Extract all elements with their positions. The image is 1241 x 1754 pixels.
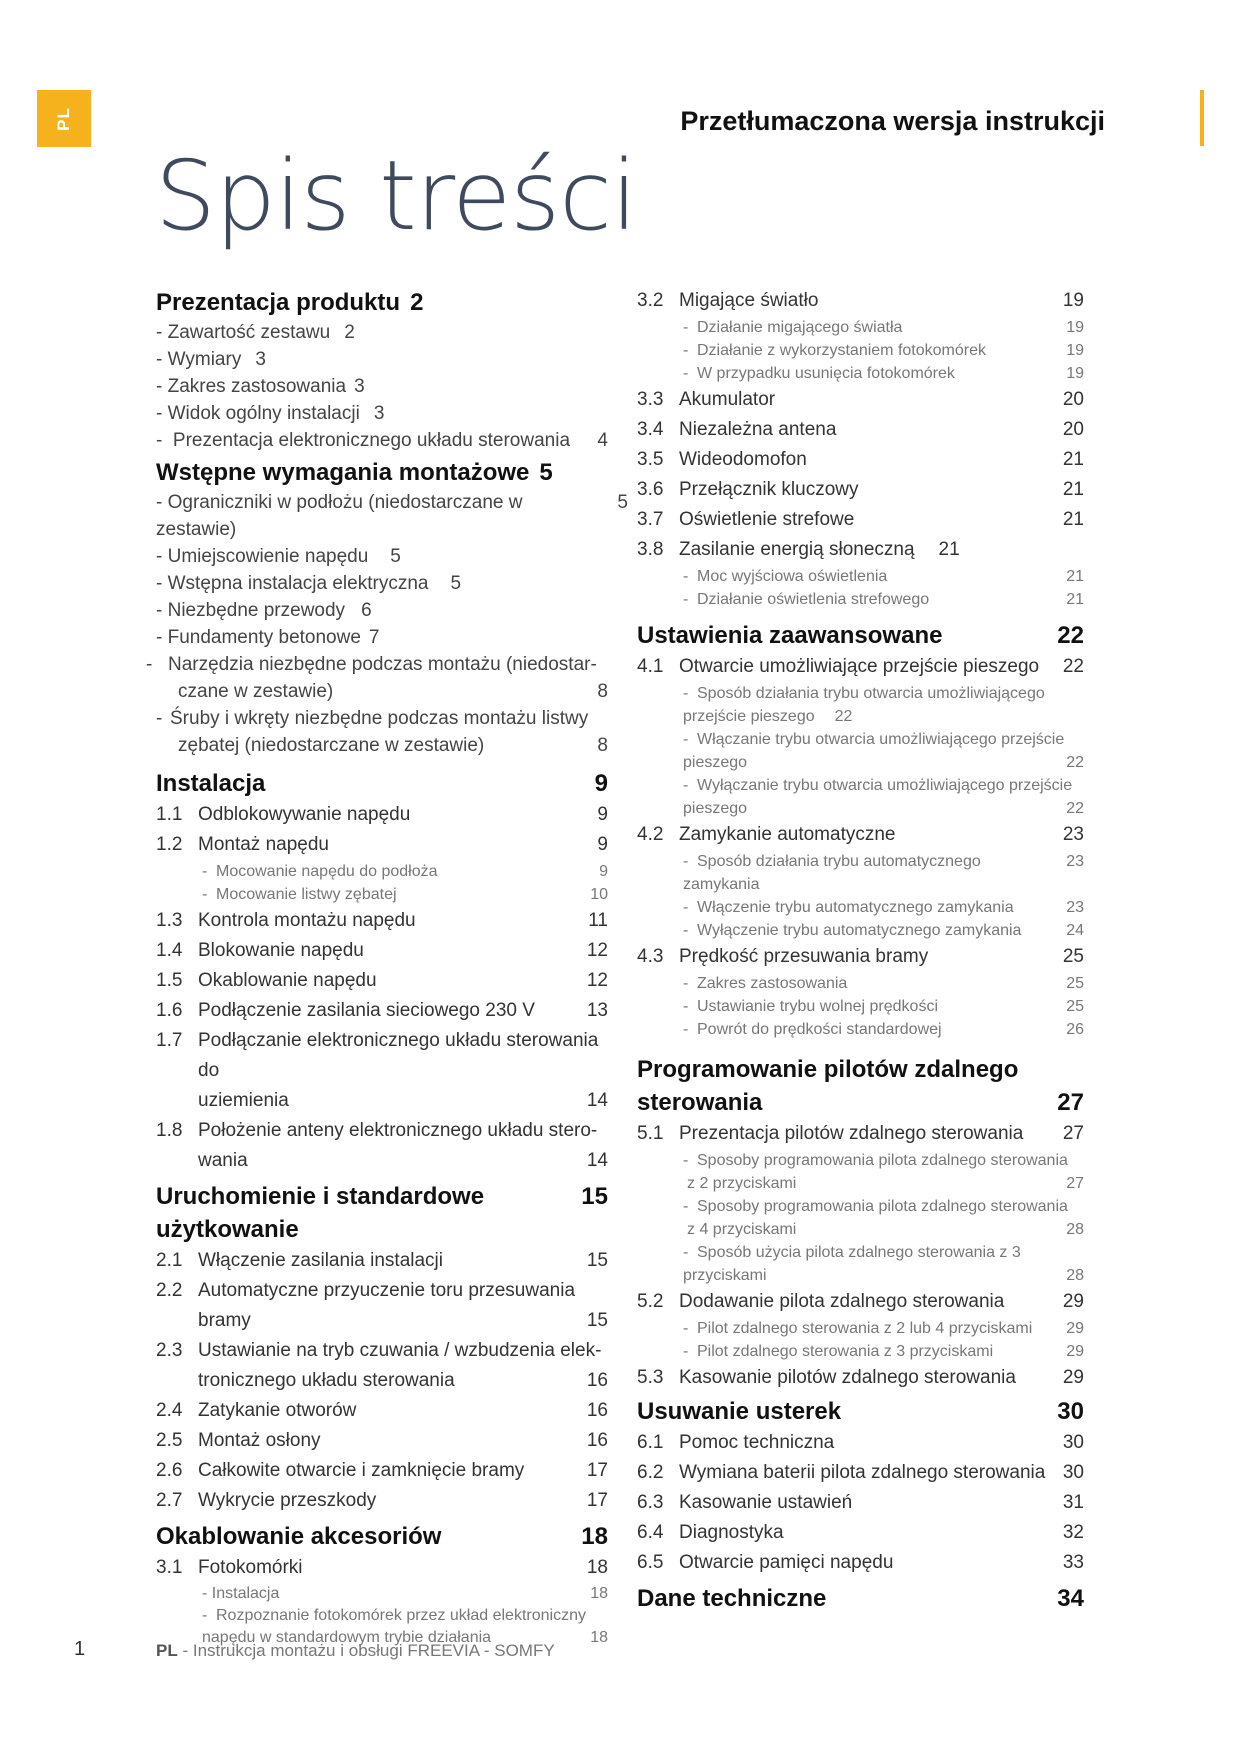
toc-entry[interactable]: 1.2 Montaż napędu 9 [156, 834, 608, 855]
toc-entry[interactable]: 2.5 Montaż osłony 16 [156, 1430, 608, 1451]
toc-subentry[interactable]: - Wyłączenie trybu automatycznego zamykania 24 [683, 922, 1084, 939]
toc-entry[interactable]: 3.2 Migające światło 19 [637, 290, 1084, 311]
toc-entry[interactable]: 6.3 Kasowanie ustawień 31 [637, 1492, 1084, 1513]
toc-entry[interactable]: 2.7 Wykrycie przeszkody 17 [156, 1490, 608, 1511]
toc-item[interactable]: - Śruby i wkręty niezbędne podczas montażu listwy [156, 708, 589, 729]
toc-subentry[interactable]: - Sposoby programowania pilota zdalnego sterowania [683, 1152, 1068, 1169]
toc-item[interactable]: - Niezbędne przewody 6 [156, 600, 372, 621]
toc-subentry[interactable]: - Pilot zdalnego sterowania z 3 przyciskami 29 [683, 1343, 1084, 1360]
toc-subentry[interactable]: - Moc wyjściowa oświetlenia 21 [683, 568, 1084, 585]
toc-entry[interactable]: 5.2 Dodawanie pilota zdalnego sterowania 29 [637, 1291, 1084, 1312]
toc-entry[interactable]: 3.8 Zasilanie energią słoneczną 21 [637, 539, 960, 560]
footer-text: PL - Instrukcja montażu i obsługi FREEVIA - SOMFY [156, 1641, 555, 1660]
toc-entry[interactable]: 3.5 Wideodomofon 21 [637, 449, 1084, 470]
toc-item-continuation[interactable]: zębatej (niedostarczane w zestawie) 8 [178, 735, 608, 756]
page-number: 1 [74, 1638, 86, 1660]
toc-entry-continuation[interactable]: wania 14 [198, 1150, 608, 1171]
toc-entry[interactable]: 4.1 Otwarcie umożliwiające przejście pieszego 22 [637, 656, 1084, 677]
toc-item[interactable]: - Ograniczniki w podłożu (niedostarczane w zestawie) 5 [156, 492, 628, 540]
toc-entry-continuation[interactable]: uziemienia 14 [198, 1090, 608, 1111]
toc-item-continuation[interactable]: czane w zestawie) 8 [178, 681, 608, 702]
toc-item[interactable]: - Wstępna instalacja elektryczna 5 [156, 573, 462, 594]
toc-entry[interactable]: 6.4 Diagnostyka 32 [637, 1522, 1084, 1543]
toc-entry[interactable]: 2.4 Zatykanie otworów 16 [156, 1400, 608, 1421]
toc-subentry[interactable]: - Włączenie trybu automatycznego zamykania 23 [683, 899, 1084, 916]
toc-subentry-continuation[interactable]: napędu w standardowym trybie działania 18 [202, 1629, 608, 1646]
toc-section-title[interactable]: Usuwanie usterek 30 [637, 1398, 1084, 1425]
toc-entry[interactable]: 1.5 Okablowanie napędu 12 [156, 970, 608, 991]
toc-subentry[interactable]: - Sposób użycia pilota zdalnego sterowania z 3 [683, 1244, 1021, 1261]
toc-entry[interactable]: 3.4 Niezależna antena 20 [637, 419, 1084, 440]
toc-entry[interactable]: 6.5 Otwarcie pamięci napędu 33 [637, 1552, 1084, 1573]
toc-item[interactable]: - Wymiary 3 [156, 349, 266, 370]
toc-entry[interactable]: 1.3 Kontrola montażu napędu 11 [156, 910, 608, 931]
toc-section-title[interactable]: Ustawienia zaawansowane 22 [637, 622, 1084, 649]
toc-right-column [637, 286, 1084, 1615]
toc-subentry-continuation[interactable]: z 4 przyciskami 28 [687, 1221, 1084, 1238]
toc-subentry[interactable]: - Powrót do prędkości standardowej 26 [683, 1021, 1084, 1038]
toc-entry-continuation[interactable]: bramy 15 [198, 1310, 608, 1331]
toc-subentry[interactable]: - Zakres zastosowania 25 [683, 975, 1084, 992]
toc-subentry[interactable]: - Działanie migającego światła 19 [683, 319, 1084, 336]
toc-item[interactable]: - Fundamenty betonowe 7 [156, 627, 380, 648]
toc-section-title[interactable]: Uruchomienie i standardowe użytkowanie 15 [156, 1183, 608, 1243]
toc-subentry-continuation[interactable]: z 2 przyciskami 27 [687, 1175, 1084, 1192]
toc-item[interactable]: - Narzędzia niezbędne podczas montażu (niedostar- [146, 654, 597, 675]
toc-entry[interactable]: 6.2 Wymiana baterii pilota zdalnego sterowania 30 [637, 1462, 1084, 1483]
toc-entry[interactable]: 2.1 Włączenie zasilania instalacji 15 [156, 1250, 608, 1271]
toc-entry[interactable]: 6.1 Pomoc techniczna 30 [637, 1432, 1084, 1453]
toc-subentry[interactable]: - Mocowanie napędu do podłoża 9 [202, 863, 608, 880]
toc-subentry-continuation[interactable]: pieszego 22 [683, 800, 1084, 817]
toc-subentry-continuation[interactable]: przejście pieszego 22 [683, 708, 853, 725]
toc-section-title[interactable]: Okablowanie akcesoriów 18 [156, 1523, 608, 1550]
toc-entry[interactable]: 5.3 Kasowanie pilotów zdalnego sterowania 29 [637, 1367, 1084, 1388]
toc-section-title[interactable]: Prezentacja produktu 2 [156, 289, 424, 316]
language-tab [37, 90, 91, 147]
toc-subentry-continuation[interactable]: pieszego 22 [683, 754, 1084, 771]
toc-entry[interactable]: 3.1 Fotokomórki 18 [156, 1557, 608, 1578]
toc-subentry[interactable]: - W przypadku usunięcia fotokomórek 19 [683, 365, 1084, 382]
toc-subentry-continuation[interactable]: przyciskami 28 [683, 1267, 1084, 1284]
page-title: Spis treści [155, 140, 637, 252]
toc-entry[interactable]: 1.4 Blokowanie napędu 12 [156, 940, 608, 961]
toc-item[interactable]: - Widok ogólny instalacji 3 [156, 403, 385, 424]
toc-entry-continuation[interactable]: tronicznego układu sterowania 16 [198, 1370, 608, 1391]
toc-subentry[interactable]: - Działanie z wykorzystaniem fotokomórek 19 [683, 342, 1084, 359]
toc-entry[interactable]: 2.6 Całkowite otwarcie i zamknięcie bramy 17 [156, 1460, 608, 1481]
toc-subentry[interactable]: - Pilot zdalnego sterowania z 2 lub 4 przyciskami 29 [683, 1320, 1084, 1337]
toc-section-title[interactable]: Wstępne wymagania montażowe 5 [156, 459, 553, 486]
toc-subentry[interactable]: - Instalacja 18 [202, 1585, 608, 1602]
toc-entry[interactable]: 3.7 Oświetlenie strefowe 21 [637, 509, 1084, 530]
toc-subentry[interactable]: - Ustawianie trybu wolnej prędkości 25 [683, 998, 1084, 1015]
toc-subentry[interactable]: - Sposób działania trybu automatycznego zamykania 23 [683, 853, 1084, 893]
toc-entry[interactable]: 2.2 Automatyczne przyuczenie toru przesuwania [156, 1280, 576, 1301]
toc-item[interactable]: - Prezentacja elektronicznego układu sterowania 4 [156, 430, 608, 451]
toc-section-title-continuation[interactable]: sterowania 27 [637, 1089, 1084, 1116]
toc-subentry[interactable]: - Sposoby programowania pilota zdalnego sterowania [683, 1198, 1068, 1215]
header-title: Przetłumaczona wersja instrukcji [680, 106, 1105, 136]
toc-item[interactable]: - Zawartość zestawu 2 [156, 322, 355, 343]
toc-entry[interactable]: 3.3 Akumulator 20 [637, 389, 1084, 410]
toc-subentry[interactable]: - Mocowanie listwy zębatej 10 [202, 886, 608, 903]
toc-subentry[interactable]: - Działanie oświetlenia strefowego 21 [683, 591, 1084, 608]
toc-left-column [146, 286, 628, 1649]
toc-entry[interactable]: 3.6 Przełącznik kluczowy 21 [637, 479, 1084, 500]
toc-section-title[interactable]: Dane techniczne 34 [637, 1585, 1084, 1612]
toc-subentry[interactable]: - Rozpoznanie fotokomórek przez układ elektroniczny [202, 1607, 586, 1624]
toc-section-title[interactable]: Instalacja 9 [156, 770, 608, 797]
toc-entry[interactable]: 1.7 Podłączanie elektronicznego układu sterowania do [156, 1030, 599, 1081]
toc-entry[interactable]: 2.3 Ustawianie na tryb czuwania / wzbudzenia elek- [156, 1340, 602, 1361]
header-accent-bar [1200, 90, 1204, 146]
toc-subentry[interactable]: - Wyłączanie trybu otwarcia umożliwiającego przejście [683, 777, 1073, 794]
toc-subentry[interactable]: - Włączanie trybu otwarcia umożliwiającego przejście [683, 731, 1065, 748]
toc-item[interactable]: - Umiejscowienie napędu 5 [156, 546, 401, 567]
language-code: PL [53, 106, 73, 131]
toc-entry[interactable]: 5.1 Prezentacja pilotów zdalnego sterowania 27 [637, 1123, 1084, 1144]
toc-item[interactable]: - Zakres zastosowania 3 [156, 376, 365, 397]
toc-entry[interactable]: 1.8 Położenie anteny elektronicznego układu stero- [156, 1120, 598, 1141]
toc-subentry[interactable]: - Sposób działania trybu otwarcia umożliwiającego [683, 685, 1045, 702]
toc-entry[interactable]: 4.3 Prędkość przesuwania bramy 25 [637, 946, 1084, 967]
toc-entry[interactable]: 1.6 Podłączenie zasilania sieciowego 230 V 13 [156, 1000, 608, 1021]
toc-section-title[interactable]: Programowanie pilotów zdalnego [637, 1056, 1019, 1083]
toc-entry[interactable]: 1.1 Odblokowywanie napędu 9 [156, 804, 608, 825]
toc-entry[interactable]: 4.2 Zamykanie automatyczne 23 [637, 824, 1084, 845]
